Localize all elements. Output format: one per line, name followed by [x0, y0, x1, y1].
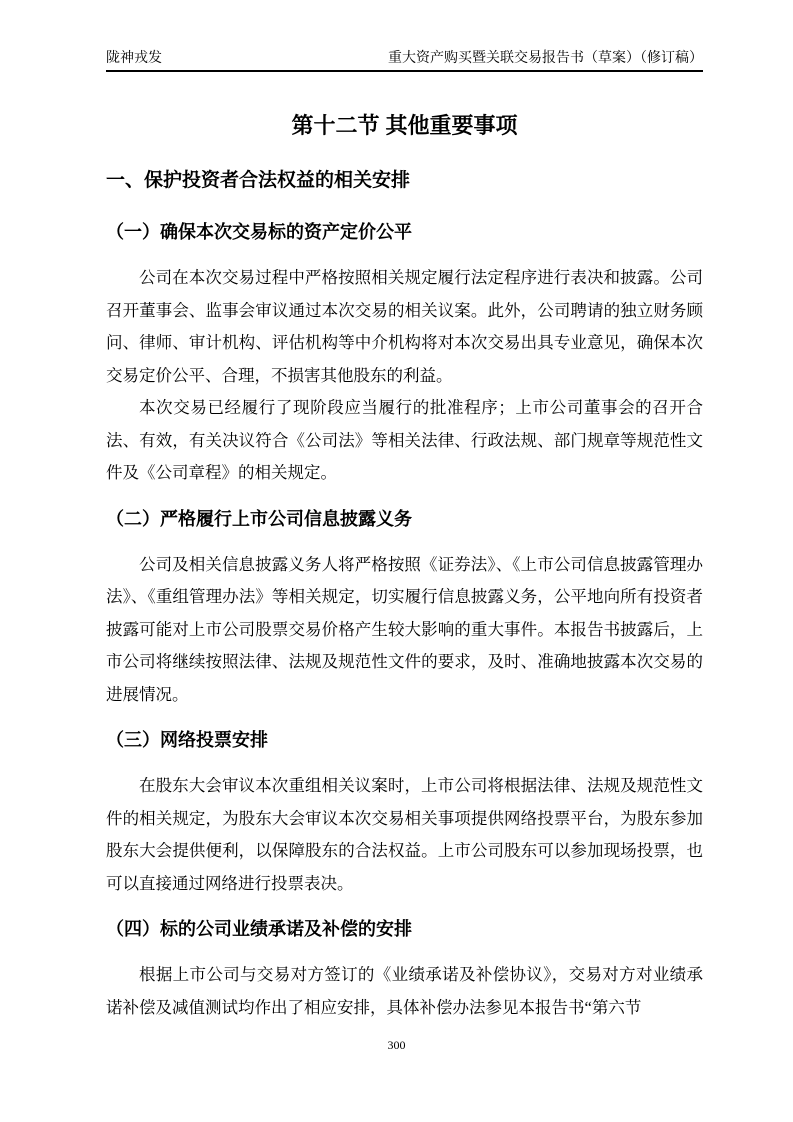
- subsection-2: [106, 508, 703, 712]
- document-body: [106, 221, 703, 1024]
- chapter-title: 第十二节 其他重要事项: [291, 113, 518, 138]
- subsection-1: [106, 221, 703, 490]
- subsection-2-heading: （二）严格履行上市公司信息披露义务: [106, 508, 412, 529]
- paragraph: 公司及相关信息披露义务人将严格按照《证券法》、《上市公司信息披露管理办法》、《重组管理办法》等相关规定，切实履行信息披露义务，公平地向所有投资者披露可能对上市公司股票交易价格产生较大影响的重大事件。本报告书披露后，上市公司将继续按照法律、法规及规范性文件的要求，及时、准确地披露本次交易的进展情况。: [106, 554, 703, 704]
- header-company-name: 陇神戎发: [106, 51, 162, 66]
- subsection-4: [106, 918, 703, 1024]
- subsection-1-heading: （一）确保本次交易标的资产定价公平: [106, 222, 412, 242]
- paragraph: 在股东大会审议本次重组相关议案时，上市公司将根据法律、法规及规范性文件的相关规定，为股东大会审议本次交易相关事项提供网络投票平台，为股东参加股东大会提供便利，以保障股东的合法权益。上市公司股东可以参加现场投票，也可以直接通过网络进行投票表决。: [106, 776, 703, 893]
- page-number: 300: [387, 1038, 406, 1052]
- section-heading: 一、保护投资者合法权益的相关安排: [106, 170, 411, 191]
- subsection-4-heading: （四）标的公司业绩承诺及补偿的安排: [106, 919, 412, 939]
- page-header: [106, 50, 703, 72]
- paragraph: 公司在本次交易过程中严格按照相关规定履行法定程序进行表决和披露。公司召开董事会、监事会审议通过本次交易的相关议案。此外，公司聘请的独立财务顾问、律师、审计机构、评估机构等中介机构将对本次交易出具专业意见，确保本次交易定价公平、合理，不损害其他股东的利益。: [106, 268, 703, 385]
- subsection-3-heading: （三）网络投票安排: [106, 730, 268, 750]
- header-report-title: 重大资产购买暨关联交易报告书（草案）（修订稿）: [388, 51, 703, 66]
- paragraph: 本次交易已经履行了现阶段应当履行的批准程序；上市公司董事会的召开合法、有效，有关决议符合《公司法》等相关法律、行政法规、部门规章等规范性文件及《公司章程》的相关规定。: [106, 398, 703, 482]
- subsection-3: [106, 729, 703, 900]
- paragraph: 根据上市公司与交易对方签订的《业绩承诺及补偿协议》，交易对方对业绩承诺补偿及减值测试均作出了相应安排，具体补偿办法参见本报告书“第六节: [106, 965, 703, 1017]
